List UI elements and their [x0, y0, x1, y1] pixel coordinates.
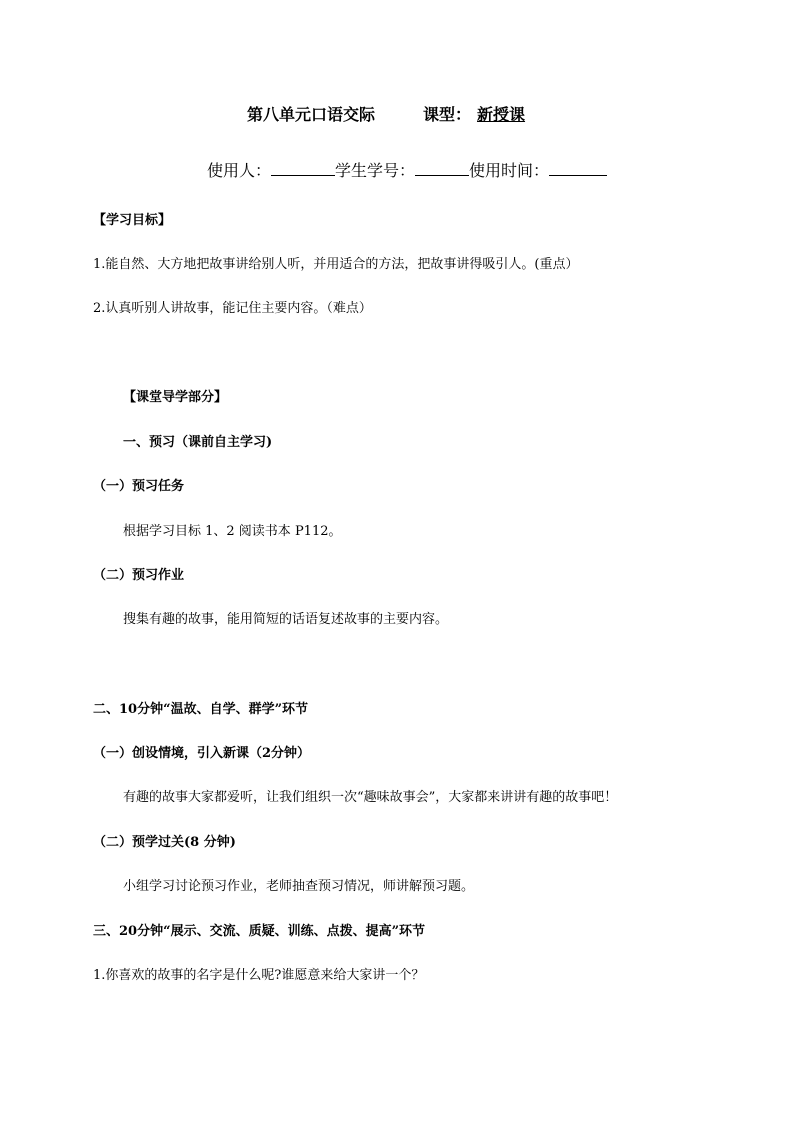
objectives-heading: 【学习目标】	[93, 213, 172, 228]
objective-item: 2.认真听别人讲故事，能记住主要内容。（难点）	[93, 301, 372, 316]
preview-task-text: 根据学习目标 1、2 阅读书本 P112。	[123, 524, 342, 539]
user-blank[interactable]	[271, 161, 335, 176]
preview-homework-text: 搜集有趣的故事，能用简短的话语复述故事的主要内容。	[123, 612, 449, 627]
lesson-type-label: 课型：	[423, 105, 472, 124]
preview-homework-heading: （二）预习作业	[93, 568, 185, 583]
user-label: 使用人：	[207, 161, 272, 180]
time-blank[interactable]	[549, 161, 607, 176]
page-title	[247, 104, 531, 126]
student-id-label: 学生学号：	[335, 161, 416, 180]
time-label: 使用时间：	[469, 161, 550, 180]
preview-heading: 一、预习（课前自主学习)	[123, 435, 273, 450]
section-two-sub2-text: 小组学习讨论预习作业，老师抽查预习情况，师讲解预习题。	[123, 879, 475, 894]
section-three-item: 1.你喜欢的故事的名字是什么呢?谁愿意来给大家讲一个？	[93, 968, 425, 983]
guide-heading: 【课堂导学部分】	[123, 390, 228, 405]
section-three-heading: 三、20分钟“展示、交流、质疑、训练、点拨、提高”环节	[93, 924, 426, 939]
section-two-sub1-heading: （一）创设情境，引入新课（2分钟）	[93, 746, 311, 761]
section-two-sub1-text: 有趣的故事大家都爱听，让我们组织一次“趣味故事会”，大家都来讲讲有趣的故事吧！	[123, 790, 618, 805]
lesson-type-value: 新授课	[477, 105, 526, 124]
lesson-title: 第八单元口语交际	[247, 105, 376, 124]
section-two-heading: 二、10分钟“温故、自学、群学”环节	[93, 702, 309, 717]
usage-info	[207, 160, 607, 182]
student-id-blank[interactable]	[415, 161, 469, 176]
preview-task-heading: （一）预习任务	[93, 479, 185, 494]
section-two-sub2-heading: （二）预学过关(8 分钟)	[93, 835, 236, 850]
objective-item: 1.能自然、大方地把故事讲给别人听，并用适合的方法，把故事讲得吸引人。(重点）	[93, 257, 579, 272]
